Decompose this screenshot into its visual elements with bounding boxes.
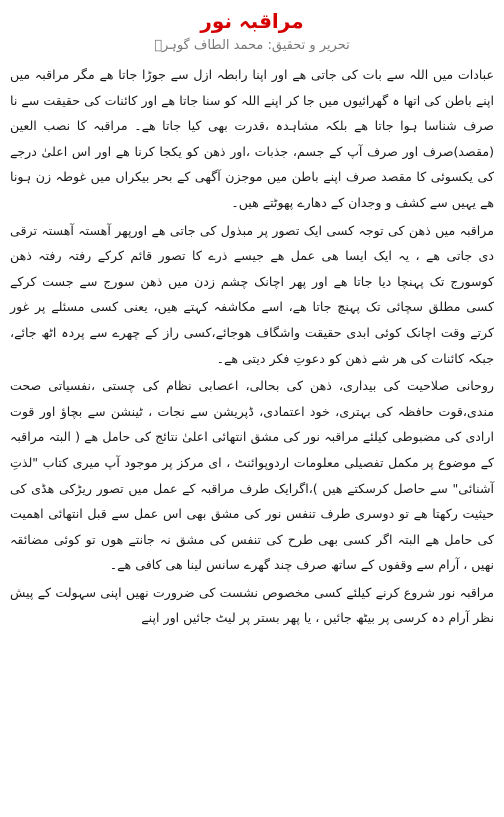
article-paragraph-4: مراقبہ نور شروع کرنے کیلئے کسی مخصوص نشست کی ضرورت نھیں اپنی سہولت کے پیش نظر آرام دہ کرسی پر بیٹھ جائیں ، یا پھر بستر پر لیٹ جائیں اور اپنے: [10, 584, 494, 626]
article-title: مراقبہ نور: [200, 9, 304, 33]
article-paragraph-2: مراقبہ میں ذھن کی توجہ کسی ایک تصور پر مبذول کی جاتی ھے اورپھر آھستہ آھستہ ترقی دی جاتی ھے ، یہ ایک ایسا ھی عمل ھے جیسے ذرے کا تصور قائم کرکے رفتہ رفتہ ذھن کوسورج تک پہنچا دیا جاتا ھے اور پھر اچانک چشم زدن میں ذھن سورج سے جست کرکے کسی مطلق سچائی تک پہنچ جاتا ھے، اسے مکاشفہ کہتے ھیں، یعنی کسی مسئلے پر غور کرتے وقت اچانک کوئی ابدی حقیقت واشگاف ھوجائے،کسی راز کے چھرے سے پردہ اٹھ جائے، جبکہ کائنات کی ھر شے ذھن کو دعوتِ فکر دیتی ھے۔: [10, 222, 494, 366]
article-paragraph-1: عبادات میں اللہ سے بات کی جاتی ھے اور اپنا رابطہ ازل سے جوڑا جاتا ھے مگر مراقبہ میں اپنے باطن کی اتھا ہ گھرائیوں میں جا کر اپنے اللہ کو سنا جاتا ھے اور کائنات کی حقیقت سے نا صرف شناسا ہوا جاتا ھے بلکہ مشاہدہ ،قدرت بھی کیا جاتا ھے۔ مراقبہ کا نصب العین (مقصد)صرف اور صرف آپ کے جسم، جذبات ،اور ذھن کو یکجا کرنا ھے اور اس اعلیٰ درجے کی یکسوئی کا مقصد صرف اپنے باطن میں موجزن آگھی کے بحر بیکراں میں غوطہ زن ہونا ھے یہیں سے کشف و وجدان کے دھارے پھوٹتے ھیں۔: [10, 67, 494, 210]
article-paragraph-3: روحانی صلاحیت کی بیداری، ذھن کی بحالی، اعصابی نظام کی چستی ،نفسیاتی صحت مندی،قوت حافظہ کی بہتری، خود اعتمادی، ڈپریشن سے نجات ، ٹینشن سے بچاؤ اور قوت ارادی کی مضبوطی کیلئے مراقبہ نور کی مشق انتھائی اعلیٰ نتائج کی حامل ھے ( البتہ مراقبہ کے موضوع پر مکمل تفصیلی معلومات اردوپوائنٹ ، ای مرکز پر موجود آپ میری کتاب "لذتِ آشنائی" سے حاصل کرسکتے ھیں )،اگرایک طرف مراقبہ کے عمل میں تصور ریڑکی ھڈی کی حیثیت رکھتا ھے تو دوسری طرف تنفس نور کی مشق بھی اس عمل سے قبل انتھائی اھمیت کی حامل ھے البتہ اگر کسی بھی طرح کی تنفس کی مشق نہ جانتے ھوں تو کوئی مضائقہ نھیں ، آرام سے وقفوں کے ساتھ صرف چند گھرے سانس لینا ھی کافی ھے۔: [10, 378, 494, 573]
article-byline: تحریر و تحقیق: محمد الطاف گوہرؔ: [154, 38, 350, 53]
